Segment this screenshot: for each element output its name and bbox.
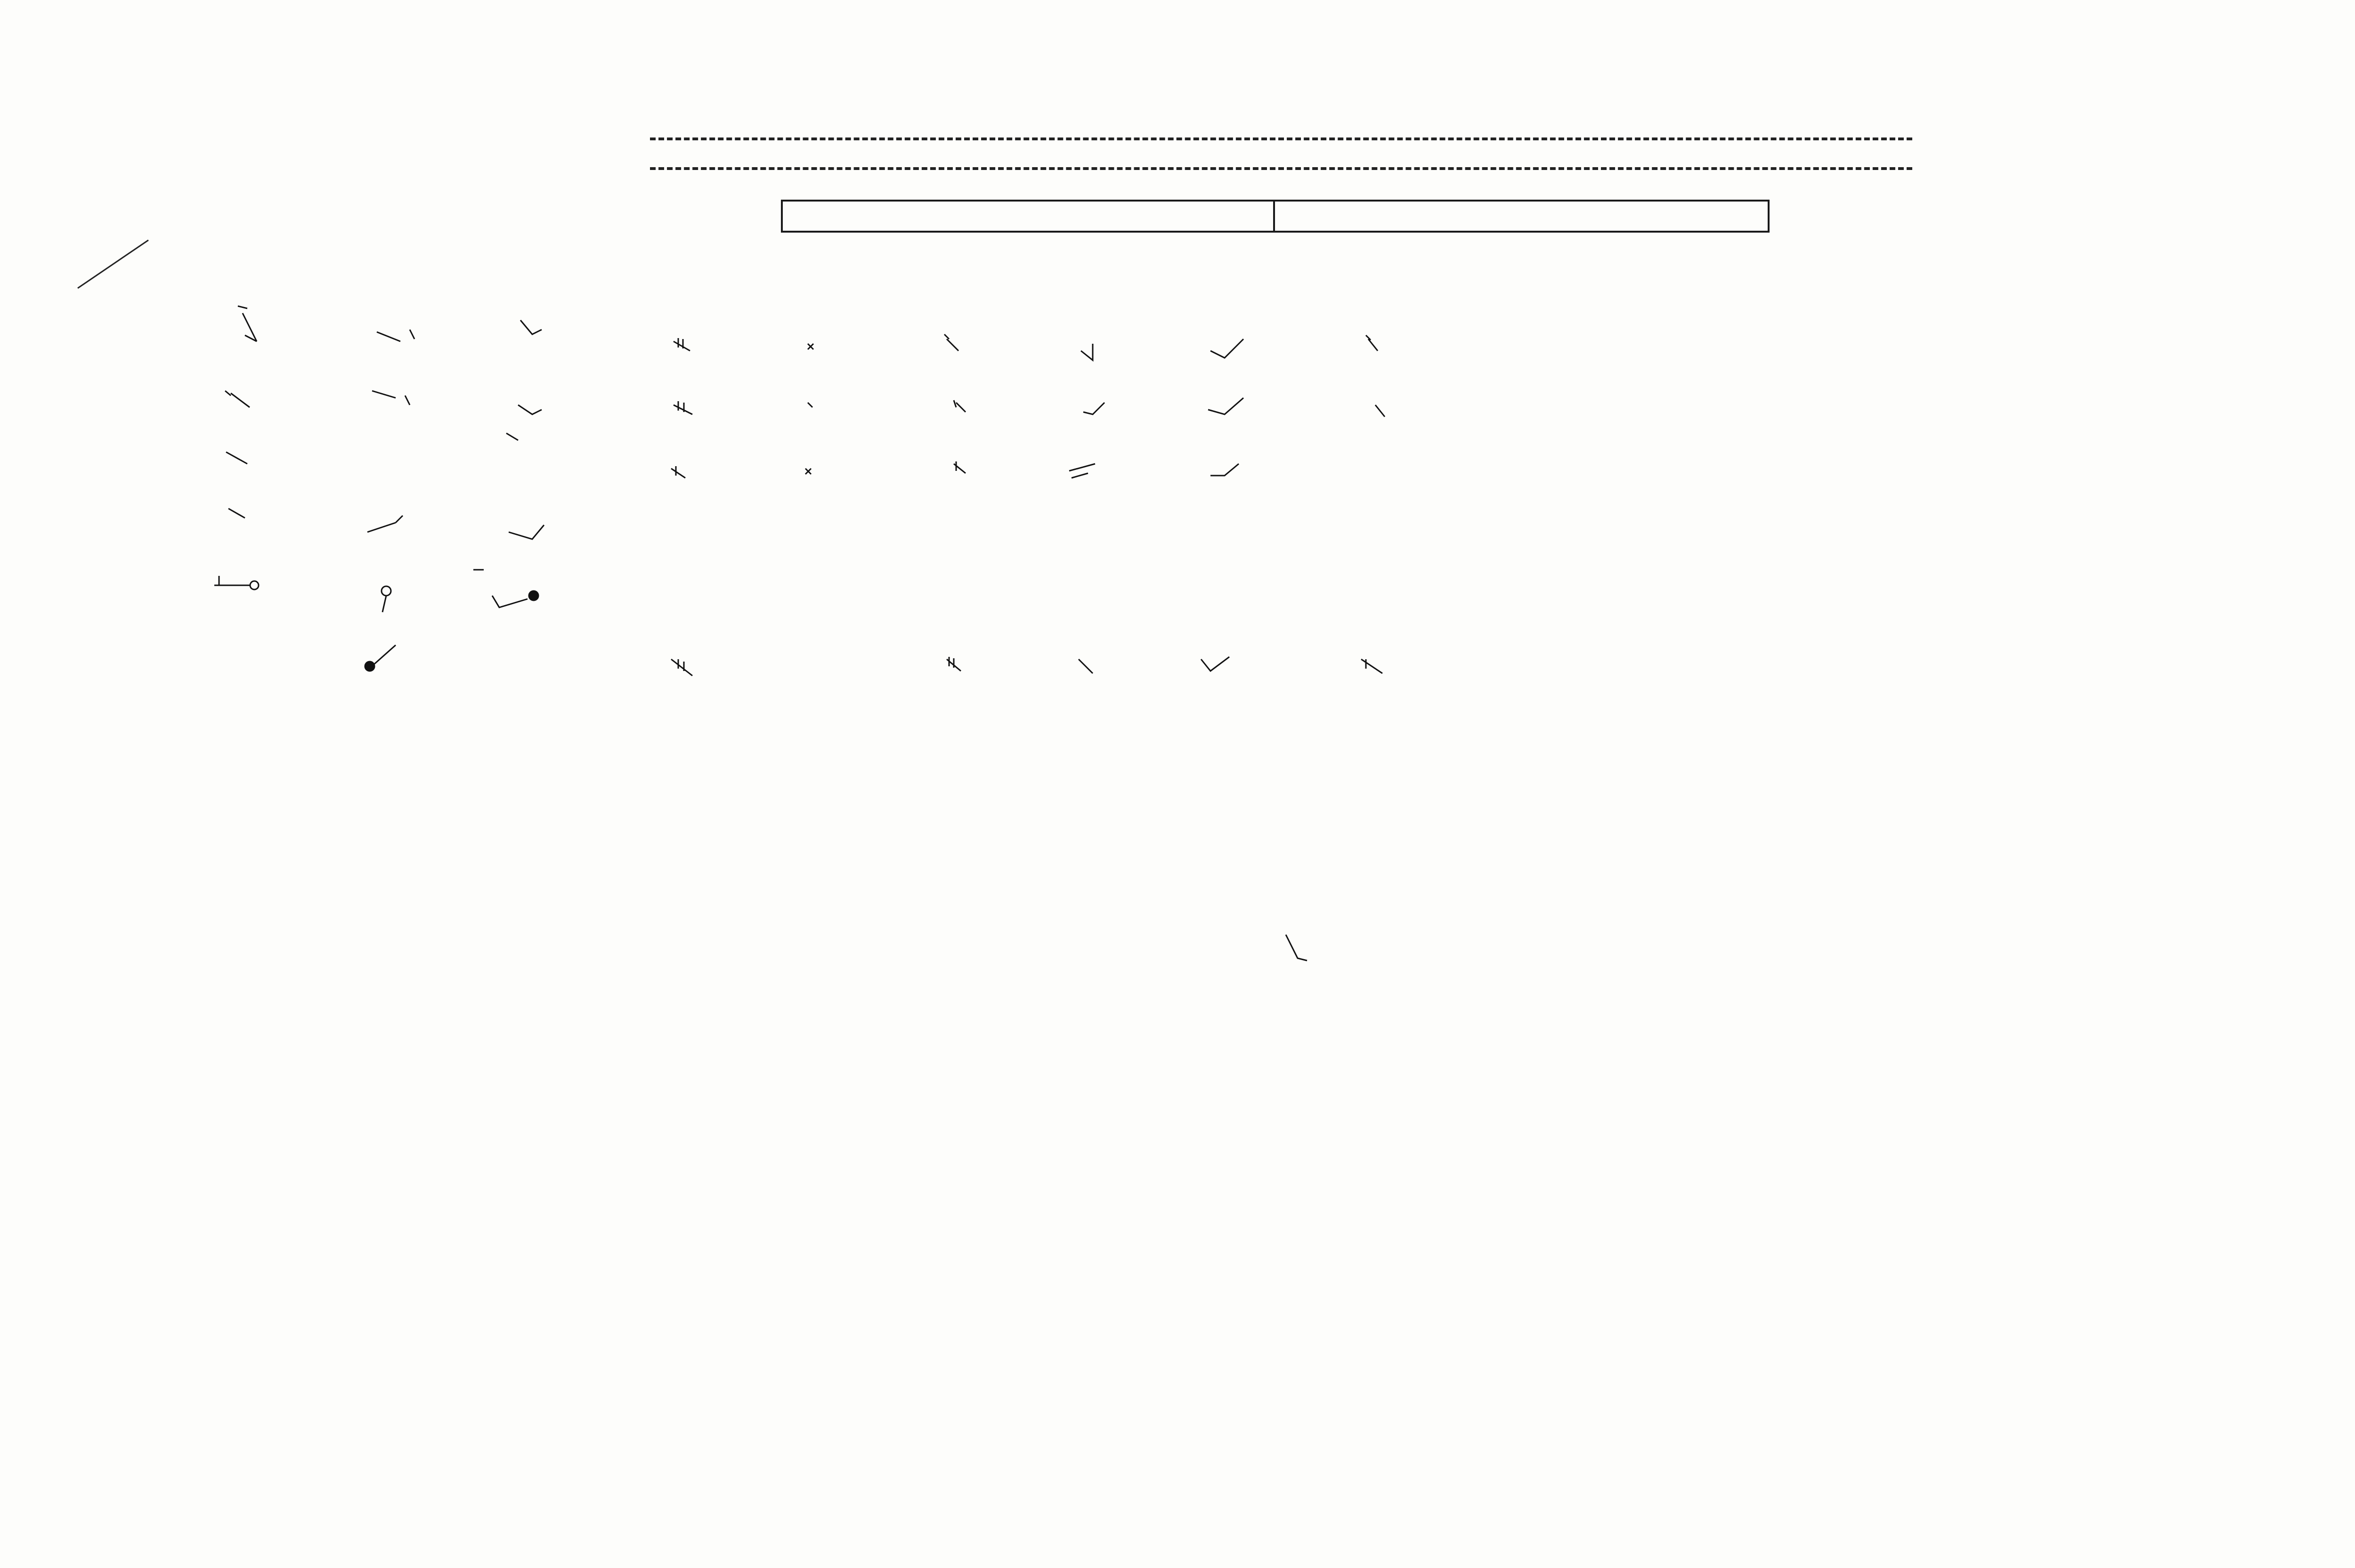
wind-barb-mark [1375, 405, 1385, 417]
wind-barb-mark [954, 461, 966, 473]
wind-barb-mark [238, 306, 257, 341]
wind-barb-mark [947, 657, 961, 671]
wind-barb-mark [492, 596, 528, 607]
station-circle-mark [382, 586, 391, 596]
wind-barb-mark [671, 659, 692, 676]
wind-barb-mark [382, 596, 386, 612]
wind-barb-mark [674, 401, 692, 414]
wind-barb-mark [1079, 659, 1093, 673]
station-circle-mark [250, 581, 259, 590]
wind-barb-mark [509, 525, 544, 539]
wind-barb-mark [1069, 464, 1095, 478]
wind-barb-mark [518, 405, 542, 414]
wind-barb-mark [671, 466, 685, 478]
wind-barb-mark [228, 509, 245, 518]
wind-barb-mark [1081, 344, 1093, 360]
x-mark [808, 344, 813, 349]
wind-barb-mark [374, 645, 396, 664]
x-mark [808, 403, 812, 407]
wind-barb-mark [1210, 464, 1239, 476]
stray-mark [1286, 935, 1307, 961]
wind-barb-mark [520, 320, 542, 334]
station-circle-mark [365, 662, 374, 671]
wind-barb-mark [1361, 659, 1382, 673]
station-circle-mark [529, 591, 538, 600]
wind-barb-mark [954, 400, 966, 412]
station-plot-marks [214, 306, 1385, 961]
wind-barb-mark [1083, 403, 1104, 414]
wind-barb-mark [377, 330, 414, 341]
wind-barb-mark [944, 334, 958, 351]
header-box [782, 201, 1769, 232]
wind-barb-mark [1366, 335, 1378, 351]
wind-barb-mark [1210, 339, 1243, 358]
wind-barb-mark [226, 452, 247, 464]
wind-barb-mark [1208, 398, 1243, 414]
wind-barb-mark [372, 391, 410, 405]
wind-barb-mark [367, 516, 403, 532]
wind-barb-mark [1201, 657, 1229, 671]
wind-barb-mark [225, 391, 250, 407]
wind-barb-mark [506, 433, 518, 440]
time-header-slash [78, 240, 148, 288]
x-mark [805, 469, 811, 474]
wind-barb-mark [214, 576, 250, 585]
wind-barb-mark [674, 338, 690, 351]
